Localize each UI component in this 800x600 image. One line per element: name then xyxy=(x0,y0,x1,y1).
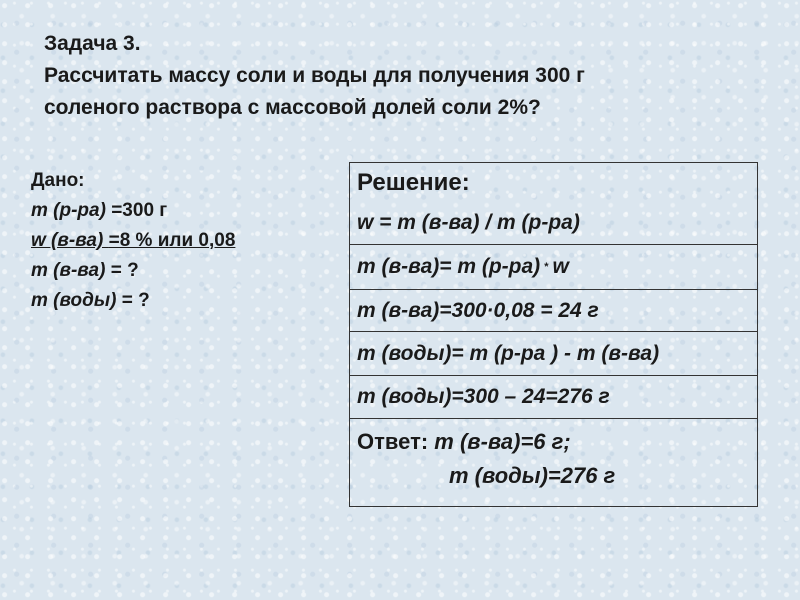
given-find-substance xyxy=(31,256,235,286)
mass-fraction-symbol: w xyxy=(552,255,569,278)
water-mass-calc: m (воды)=300 – 24=276 г xyxy=(357,385,610,408)
answer-row xyxy=(350,419,757,508)
given-mass-fraction-symbol: w (в-ва) xyxy=(31,230,109,251)
substance-mass-calc: m (в-ва)=300·0,08 = 24 г xyxy=(357,298,599,322)
task-text-line-1: Рассчитать массу соли и воды для получения 300 г xyxy=(44,64,585,87)
answer-substance-mass: m (в-ва)=6 г; xyxy=(434,429,571,454)
given-mass-fraction-value: =8 % или 0,08 xyxy=(108,230,236,251)
water-mass-formula-row xyxy=(350,332,757,376)
mass-fraction-formula: w = m (в-ва) / m (р-ра) xyxy=(357,211,580,234)
task-text-line-2: соленого раствора с массовой долей соли 2%? xyxy=(44,96,541,119)
given-solution-mass-symbol: m (р-ра) xyxy=(31,200,106,221)
answer-label: Ответ: xyxy=(357,429,435,454)
substance-mass-formula-row xyxy=(350,245,757,290)
given-label: Дано: xyxy=(31,170,85,191)
substance-mass-calc-row xyxy=(350,290,757,332)
given-find-substance-value: = ? xyxy=(105,260,139,281)
solution-table xyxy=(349,162,758,507)
given-mass-fraction xyxy=(31,226,235,256)
given-solution-mass-value: =300 г xyxy=(105,200,168,221)
given-find-water xyxy=(31,286,235,316)
given-find-water-symbol: m (воды) xyxy=(31,290,117,311)
given-find-water-value: = ? xyxy=(116,290,150,311)
solution-header-row xyxy=(350,163,757,245)
answer-line-1 xyxy=(357,425,757,459)
given-find-substance-symbol: m (в-ва) xyxy=(31,260,106,281)
water-mass-formula: m (воды)= m (р-ра ) - m (в-ва) xyxy=(357,341,660,365)
answer-water-mass: m (воды)=276 г xyxy=(449,463,616,488)
given-solution-mass xyxy=(31,196,235,226)
substance-mass-formula: m (в-ва)= m (р-ра) xyxy=(357,255,541,278)
multiply-sign: * xyxy=(544,261,549,273)
water-mass-calc-row xyxy=(350,376,757,419)
given-block xyxy=(31,166,235,316)
solution-title: Решение: xyxy=(357,169,470,196)
task-title: Задача 3. xyxy=(44,32,141,55)
task-heading xyxy=(44,28,585,124)
